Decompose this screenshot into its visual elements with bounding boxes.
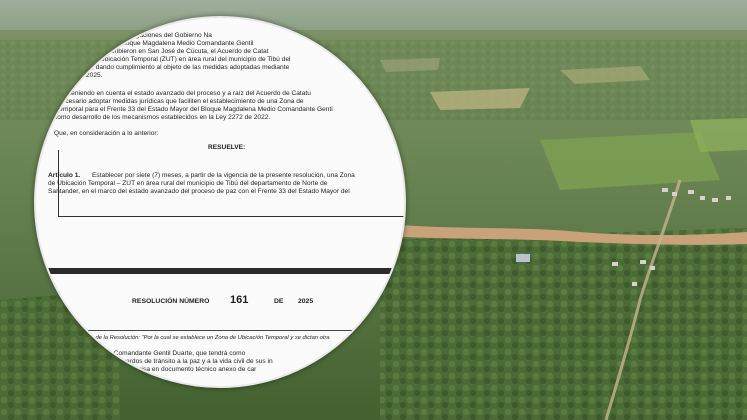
doc-line: , dando cumplimiento al objeto de las medidas adoptadas mediante bbox=[92, 64, 290, 71]
green-pasture bbox=[540, 132, 720, 190]
doc-line: se precisa en documento técnico anexo de car bbox=[120, 366, 257, 373]
doc-line: ngaciones del Gobierno Na bbox=[132, 32, 212, 39]
document-excerpt-circle bbox=[34, 16, 406, 388]
article-line: Santander, en el marco del estado avanzado del proceso de paz con el Frente 33 del Estado Mayor del bbox=[48, 188, 350, 195]
doc-line: e, teniendo en cuenta el estado avanzado del proceso y a raíz del Acuerdo de Catatu bbox=[62, 90, 311, 97]
resolution-label: RESOLUCIÓN NÚMERO bbox=[132, 298, 210, 305]
green-pasture bbox=[690, 118, 747, 152]
doc-line: de los acuerdos de tránsito a la paz y a la vida civil de sus in bbox=[96, 358, 273, 365]
doc-line: alena Medio Comandante Gentil Duarte, que tendrá como bbox=[76, 350, 246, 357]
resolution-year: 2025 bbox=[298, 298, 314, 305]
doc-line: como desarrollo de los mecanismos establecidos en la Ley 2272 de 2022. bbox=[54, 114, 271, 121]
resolution-de: DE bbox=[274, 298, 284, 305]
doc-line: Ubicación Temporal (ZUT) en área rural del municipio de Tibú del bbox=[100, 56, 291, 63]
cleared-field bbox=[380, 58, 440, 72]
doc-line: Temporal para el Frente 33 del Estado Mayor del Bloque Magdalena Medio Comandante Genti bbox=[56, 106, 333, 113]
article-label: Artículo 1. bbox=[48, 172, 81, 179]
divider bbox=[36, 330, 404, 331]
doc-line: Bloque Magdalena Medio Comandante Gentil bbox=[120, 40, 254, 47]
doc-intro: Que, en consideración a lo anterior: bbox=[54, 130, 159, 137]
doc-line: 2025. bbox=[86, 72, 103, 79]
doc-line: necesario adoptar medidas jurídicas que faciliten el establecimiento de una Zona de bbox=[58, 98, 304, 105]
doc-line: scribieron en San José de Cúcuta, el Acuerdo de Catat bbox=[108, 48, 269, 55]
continuation-header: Continuación de la Resolución: "Por la cual se establece un Zona de Ubicación Temporal y se dictan otra bbox=[60, 335, 330, 341]
page-break-bar bbox=[36, 268, 404, 274]
palm-plantation bbox=[380, 228, 747, 420]
article-line: de Ubicación Temporal – ZUT en área rural del municipio de Tibú del departamento de Norte de bbox=[48, 180, 328, 187]
resolution-number: 161 bbox=[230, 294, 249, 306]
resuelve-heading: RESUELVE: bbox=[208, 144, 246, 151]
article-line: Establecer por siete (7) meses, a partir de la vigencia de la presente resolución, una Zona bbox=[92, 172, 355, 179]
